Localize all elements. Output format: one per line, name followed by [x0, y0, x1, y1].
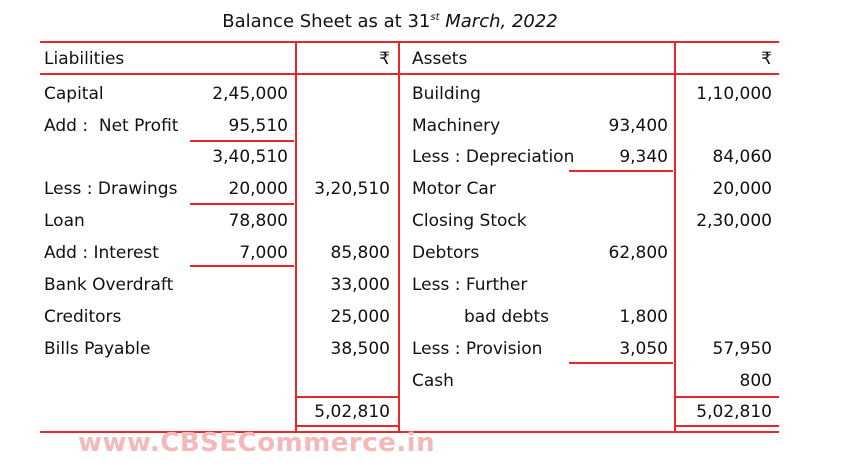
total-rule-right-bottom [674, 425, 779, 427]
label-drawings: Less : Drawings [44, 179, 178, 199]
col-divider-right-amount [674, 41, 676, 432]
header-rupee-right: ₹ [761, 49, 772, 69]
page-title [0, 11, 780, 32]
total-rule-left-bottom [295, 425, 398, 427]
label-further: Less : Further [412, 275, 528, 295]
total-building: 1,10,000 [696, 84, 772, 104]
label-net-profit: Add : Net Profit [44, 116, 179, 136]
label-bad-debts: bad debts [464, 307, 549, 327]
header-liabilities: Liabilities [44, 49, 125, 69]
grand-total-liabilities: 5,02,810 [314, 402, 390, 422]
total-cash: 800 [739, 371, 772, 391]
value-drawings: 20,000 [228, 179, 288, 199]
col-divider-left-amount [295, 41, 297, 432]
label-creditors: Creditors [44, 307, 122, 327]
total-creditors: 25,000 [330, 307, 390, 327]
total-rule-right-top [674, 396, 779, 398]
label-motor-car: Motor Car [412, 179, 496, 199]
label-interest: Add : Interest [44, 243, 159, 263]
label-bills-payable: Bills Payable [44, 339, 151, 359]
total-bills-payable: 38,500 [330, 339, 390, 359]
value-capital: 2,45,000 [212, 84, 288, 104]
label-provision: Less : Provision [412, 339, 543, 359]
label-cash: Cash [412, 371, 454, 391]
label-capital: Capital [44, 84, 104, 104]
total-machinery: 84,060 [712, 147, 772, 167]
header-assets: Assets [412, 49, 468, 69]
underline-drawings [190, 203, 294, 205]
title-superscript: st [430, 12, 440, 23]
value-debtors: 62,800 [608, 243, 668, 263]
label-debtors: Debtors [412, 243, 480, 263]
total-loan: 85,800 [330, 243, 390, 263]
header-rupee-left: ₹ [379, 49, 390, 69]
total-rule-left-top [295, 396, 398, 398]
label-closing-stock: Closing Stock [412, 211, 527, 231]
total-debtors: 57,950 [712, 339, 772, 359]
value-machinery: 93,400 [608, 116, 668, 136]
title-date: March, 2022 [445, 11, 558, 32]
value-loan: 78,800 [228, 211, 288, 231]
value-provision: 3,050 [619, 339, 668, 359]
header-rule [40, 73, 779, 75]
total-motor-car: 20,000 [712, 179, 772, 199]
underline-net-profit [190, 140, 294, 142]
grand-total-assets: 5,02,810 [696, 402, 772, 422]
label-bank-overdraft: Bank Overdraft [44, 275, 174, 295]
label-machinery: Machinery [412, 116, 501, 136]
label-building: Building [412, 84, 481, 104]
value-depreciation: 9,340 [619, 147, 668, 167]
value-net-profit: 95,510 [228, 116, 288, 136]
total-bank-overdraft: 33,000 [330, 275, 390, 295]
top-rule [40, 41, 779, 43]
value-subtotal: 3,40,510 [212, 147, 288, 167]
value-bad-debts: 1,800 [619, 307, 668, 327]
underline-interest [190, 265, 294, 267]
total-closing-stock: 2,30,000 [696, 211, 772, 231]
underline-provision [569, 362, 673, 364]
title-text: Balance Sheet as at 31 [222, 11, 431, 32]
underline-depreciation [569, 170, 673, 172]
total-capital: 3,20,510 [314, 179, 390, 199]
col-divider-middle [398, 41, 400, 432]
label-loan: Loan [44, 211, 85, 231]
label-depreciation: Less : Depreciation [412, 147, 575, 167]
watermark: www.CBSECommerce.in [78, 428, 436, 458]
value-interest: 7,000 [239, 243, 288, 263]
